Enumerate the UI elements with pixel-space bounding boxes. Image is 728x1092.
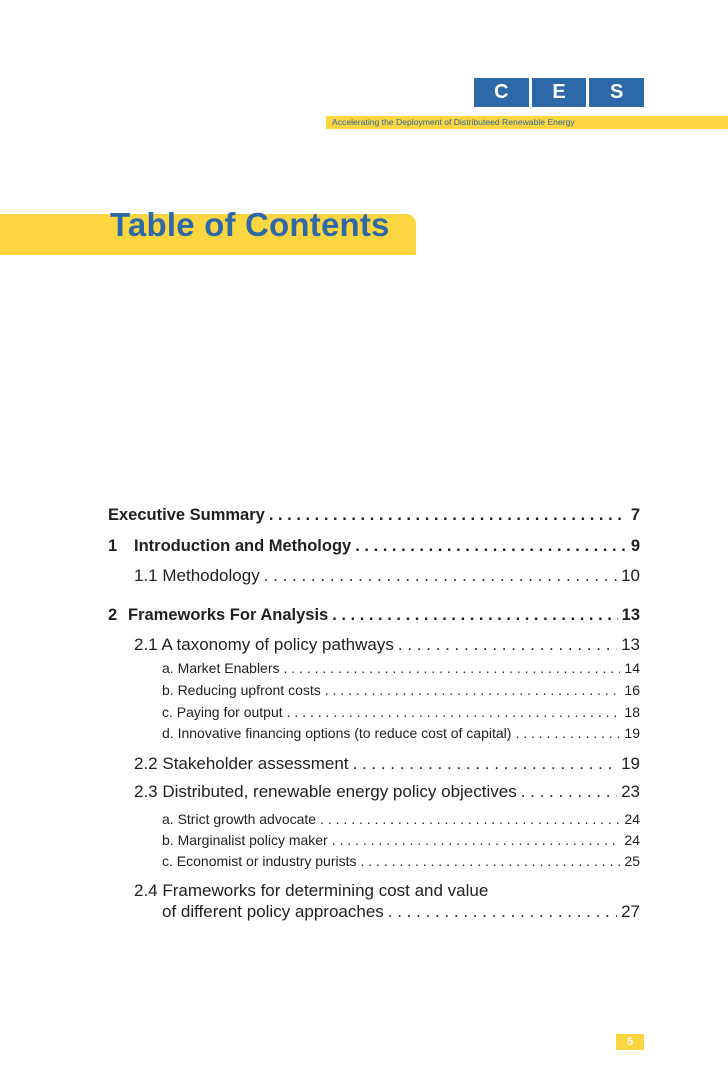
toc-page: 18 <box>624 704 640 720</box>
toc-label: 1.1 Methodology <box>134 566 260 585</box>
toc-page: 16 <box>624 682 640 698</box>
toc-leader <box>515 725 620 741</box>
toc-label: b. Reducing upfront costs <box>162 682 321 698</box>
toc-entry-2-1-b[interactable] <box>162 682 640 698</box>
toc-leader <box>398 635 617 655</box>
toc-leader <box>325 682 621 698</box>
toc-leader <box>269 506 627 525</box>
toc-label: b. Marginalist policy maker <box>162 832 328 848</box>
toc-label: 2.3 Distributed, renewable energy policy objectives <box>134 782 517 801</box>
toc-number: 1 <box>108 537 118 555</box>
toc-leader <box>388 902 617 922</box>
toc-label: Executive Summary <box>108 506 265 524</box>
toc-leader <box>521 782 617 802</box>
ces-logo <box>474 78 644 107</box>
toc-entry-2-3-b[interactable] <box>162 832 640 848</box>
toc-label: Frameworks For Analysis <box>128 606 329 624</box>
toc-page: 13 <box>621 635 640 654</box>
toc-leader <box>355 537 627 556</box>
toc-page: 23 <box>621 782 640 801</box>
toc-leader <box>332 832 621 848</box>
toc-page: 9 <box>630 537 640 555</box>
page-number: 5 <box>616 1034 644 1050</box>
toc-label: d. Innovative financing options (to reduce cost of capital) <box>162 725 512 741</box>
toc-leader <box>287 704 621 720</box>
toc-leader <box>320 811 620 827</box>
toc-page: 24 <box>624 832 640 848</box>
toc-leader <box>284 660 621 676</box>
toc-page: 25 <box>624 853 640 869</box>
toc-entry-frameworks[interactable] <box>108 606 640 625</box>
toc-entry-2-4[interactable] <box>134 881 640 901</box>
toc-page: 27 <box>621 902 640 921</box>
toc-page: 19 <box>624 725 640 741</box>
toc-entry-executive-summary[interactable] <box>108 506 640 525</box>
toc-entry-2-1[interactable] <box>134 635 640 655</box>
toc-label: Introduction and Methology <box>134 537 352 555</box>
toc-entry-1-1[interactable] <box>134 566 640 586</box>
toc-page: 7 <box>630 506 640 524</box>
toc-label: c. Economist or industry purists <box>162 853 357 869</box>
toc-entry-2-1-a[interactable] <box>162 660 640 676</box>
toc-entry-2-1-c[interactable] <box>162 704 640 720</box>
toc-leader <box>332 606 617 625</box>
toc-entry-2-4-continuation[interactable] <box>162 902 640 922</box>
toc-page: 24 <box>624 811 640 827</box>
toc-page: 10 <box>621 566 640 585</box>
toc-entry-2-3-c[interactable] <box>162 853 640 869</box>
toc-leader <box>361 853 621 869</box>
toc-page: 14 <box>624 660 640 676</box>
logo-letter-e: E <box>532 78 587 107</box>
toc-page: 19 <box>621 754 640 773</box>
toc-entry-2-1-d[interactable] <box>162 725 640 741</box>
toc-label: 2.2 Stakeholder assessment <box>134 754 349 773</box>
toc-leader <box>353 754 618 774</box>
toc-number: 2 <box>108 606 118 624</box>
toc-entry-2-3[interactable] <box>134 782 640 802</box>
toc-leader <box>264 566 617 586</box>
toc-label: 2.1 A taxonomy of policy pathways <box>134 635 394 654</box>
toc-label: c. Paying for output <box>162 704 283 720</box>
logo-letter-c: C <box>474 78 529 107</box>
toc-entry-2-2[interactable] <box>134 754 640 774</box>
toc-label-line1: 2.4 Frameworks for determining cost and value <box>134 881 489 900</box>
toc-label: a. Strict growth advocate <box>162 811 317 827</box>
toc-label-line2: of different policy approaches <box>162 902 384 921</box>
toc-page: 13 <box>621 606 640 624</box>
page-title: Table of Contents <box>110 206 390 243</box>
tagline: Accelerating the Deployment of Distributeed Renewable Energy <box>332 117 575 127</box>
toc-label: a. Market Enablers <box>162 660 280 676</box>
toc-entry-introduction[interactable] <box>108 537 640 556</box>
logo-letter-s: S <box>589 78 644 107</box>
toc-entry-2-3-a[interactable] <box>162 811 640 827</box>
